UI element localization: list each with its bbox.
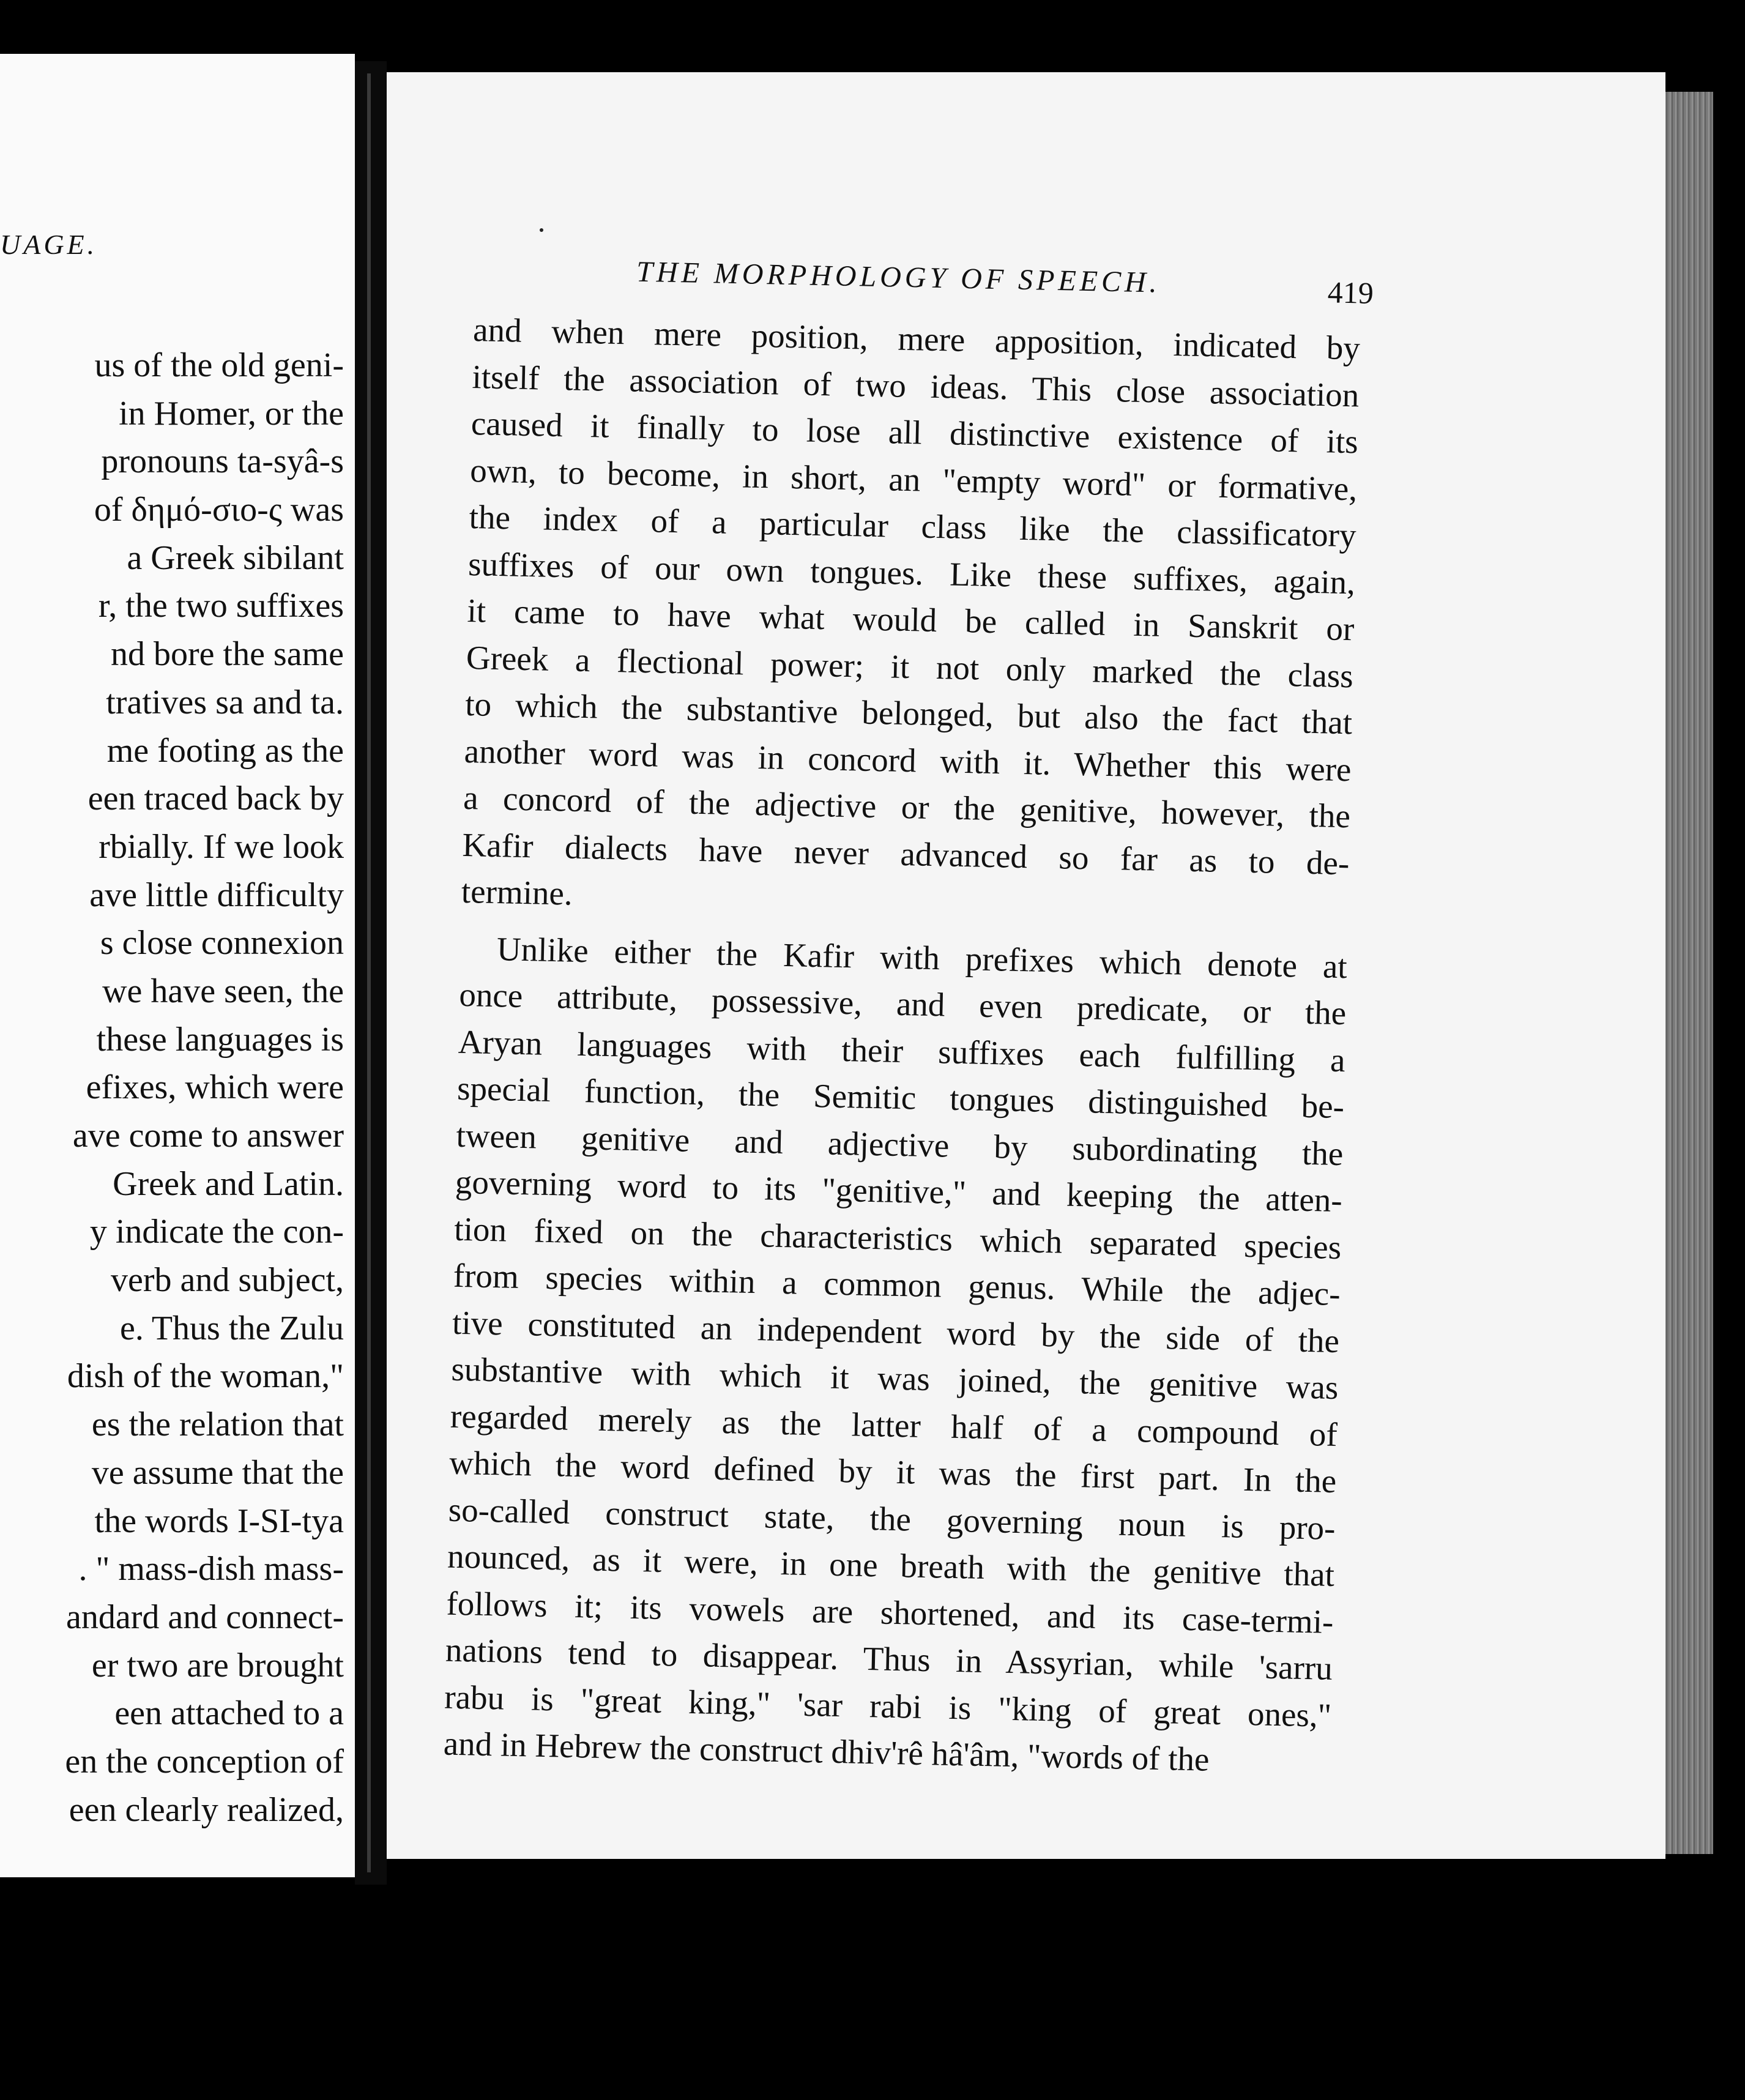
text-line: regarded merely as the latter half of a compound of: [450, 1397, 1338, 1453]
text-line: r, the two suffixes: [98, 587, 344, 625]
right-page: [387, 72, 1665, 1859]
text-line: ave little difficulty: [89, 876, 344, 914]
text-line: another word was in concord with it. Whether this were: [464, 732, 1352, 788]
text-line: es the relation that: [91, 1406, 344, 1444]
text-line: itself the association of two ideas. This close association: [471, 357, 1360, 414]
text-line: me footing as the: [106, 731, 344, 770]
text-line: pronouns ta-syâ-s: [101, 442, 344, 481]
text-line: en the conception of: [65, 1742, 344, 1781]
text-line: special function, the Semitic tongues distinguished be-: [456, 1069, 1345, 1126]
text-line: Greek and Latin.: [113, 1164, 344, 1203]
text-line: and when mere position, mere apposition, indicated by: [472, 311, 1361, 367]
text-line: nd bore the same: [111, 635, 344, 674]
text-line: s close connexion: [100, 924, 344, 962]
book-gutter: [355, 61, 387, 1885]
text-line: caused it finally to lose all distinctive existence of its: [471, 404, 1359, 461]
left-page-text: [65, 341, 344, 1834]
text-line: the words I-SI-tya: [94, 1502, 344, 1540]
text-line: ave come to answer: [72, 1117, 344, 1155]
text-line: follows it; its vowels are shortened, and its case-termi-: [445, 1584, 1334, 1640]
left-running-head: UAGE.: [0, 229, 98, 260]
right-page-content: [387, 72, 1665, 1859]
text-line: rbially. If we look: [99, 827, 344, 866]
text-line: a concord of the adjective or the genitive, however, the: [463, 778, 1351, 835]
text-line: the index of a particular class like the classificatory: [469, 497, 1357, 554]
text-line: efixes, which were: [86, 1068, 344, 1107]
text-line: a Greek sibilant: [127, 538, 344, 577]
text-line: tion fixed on the characteristics which separated species: [453, 1210, 1342, 1266]
text-line: and in Hebrew the construct dhiv'rê hâ'âm, "words of the: [443, 1724, 1210, 1778]
page-number: 419: [1327, 275, 1374, 310]
text-line: governing word to its "genitive," and keeping the atten-: [455, 1163, 1343, 1219]
text-line: own, to become, in short, an "empty word" or formative,: [469, 451, 1358, 507]
text-line: us of the old geni-: [94, 346, 344, 384]
text-line: termine.: [461, 872, 573, 912]
text-line: verb and subject,: [111, 1261, 344, 1300]
text-line: to which the substantive belonged, but also the fact that: [464, 685, 1353, 742]
text-line: een clearly realized,: [69, 1790, 344, 1829]
text-line: . " mass-dish mass-: [78, 1550, 344, 1588]
text-line: Aryan languages with their suffixes each fulfilling a: [458, 1022, 1346, 1079]
text-line: rabu is "great king," 'sar rabi is "king of great ones,": [444, 1678, 1332, 1734]
text-line: these languages is: [96, 1020, 344, 1059]
text-line: Kafir dialects have never advanced so far as to de-: [461, 825, 1350, 882]
running-head: THE MORPHOLOGY OF SPEECH.: [636, 255, 1161, 299]
text-line: which the word defined by it was the first part. In the: [448, 1443, 1337, 1500]
body-text: [443, 307, 1361, 1795]
text-line: tween genitive and adjective by subordinating the: [456, 1116, 1344, 1172]
text-line: een attached to a: [114, 1694, 344, 1733]
text-line: een traced back by: [87, 780, 344, 818]
text-line: andard and connect-: [66, 1598, 344, 1636]
text-line: e. Thus the Zulu: [119, 1309, 344, 1347]
text-line: y indicate the con-: [89, 1213, 344, 1251]
text-line: we have seen, the: [102, 972, 344, 1010]
text-line: so-called construct state, the governing noun is pro-: [448, 1491, 1336, 1547]
ink-speck: [540, 228, 543, 232]
text-line: from species within a common genus. While the adjec-: [453, 1256, 1341, 1313]
text-line: in Homer, or the: [119, 394, 344, 433]
text-line: it came to have what would be called in Sanskrit or: [466, 591, 1355, 648]
text-line: tratives sa and ta.: [106, 683, 344, 721]
text-line: Unlike either the Kafir with prefixes which denote at: [496, 929, 1348, 985]
text-line: tive constituted an independent word by the side of the: [452, 1303, 1340, 1360]
left-page: [0, 54, 355, 1877]
gutter-edge: [367, 73, 371, 1872]
text-line: dish of the woman,": [67, 1357, 344, 1396]
text-line: er two are brought: [91, 1646, 344, 1685]
text-line: once attribute, possessive, and even predicate, or the: [458, 975, 1347, 1032]
text-line: ve assume that the: [91, 1453, 344, 1492]
text-line: nounced, as it were, in one breath with the genitive that: [447, 1537, 1335, 1593]
text-line: substantive with which it was joined, the genitive was: [451, 1350, 1339, 1407]
text-line: of δημό-σιο-ς was: [94, 491, 344, 529]
text-line: Greek a flectional power; it not only marked the class: [466, 638, 1354, 694]
text-line: suffixes of our own tongues. Like these suffixes, again,: [467, 545, 1356, 601]
text-line: nations tend to disappear. Thus in Assyrian, while 'sarru: [445, 1631, 1333, 1687]
